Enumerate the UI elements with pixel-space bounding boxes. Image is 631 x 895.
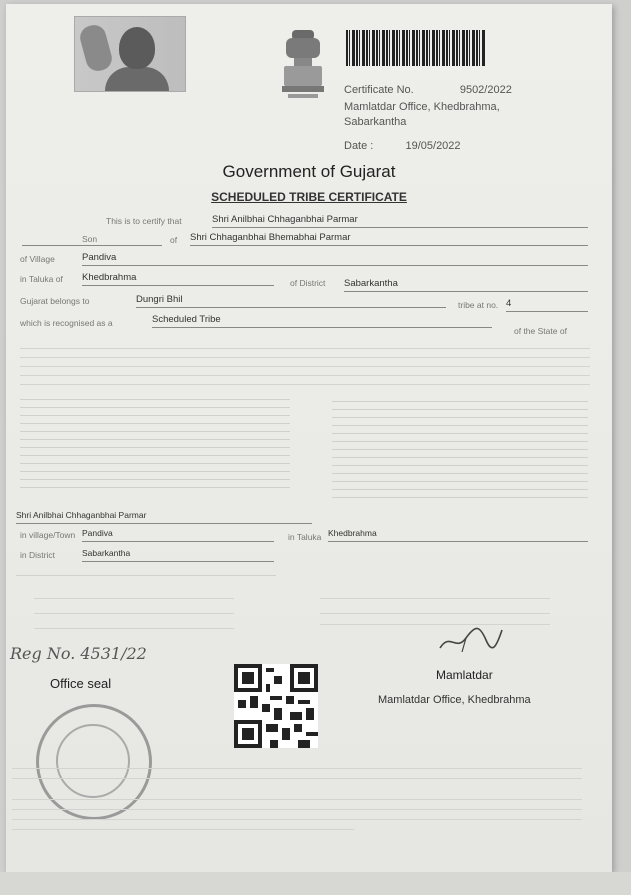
certify-text: This is to certify that bbox=[106, 216, 182, 226]
conditions-right bbox=[320, 592, 550, 625]
barcode bbox=[346, 30, 486, 66]
certificate-page bbox=[6, 4, 612, 872]
of-label: of bbox=[170, 235, 178, 245]
government-title: Government of Gujarat bbox=[222, 162, 396, 181]
office-line: Mamlatdar Office, Khedbrahma, bbox=[344, 101, 500, 113]
certificate-title: SCHEDULED TRIBE CERTIFICATE bbox=[211, 190, 407, 204]
father-name: Shri Chhaganbhai Bhemabhai Parmar bbox=[190, 232, 588, 246]
community-label: Gujarat belongs to bbox=[20, 296, 90, 306]
residence-district-label: in District bbox=[20, 550, 55, 560]
page-bottom-edge bbox=[0, 872, 631, 895]
orders-list-right bbox=[332, 396, 588, 500]
date-label: Date : bbox=[344, 140, 374, 152]
orders-text-block bbox=[20, 342, 590, 387]
residence-village-value: Pandiva bbox=[82, 528, 274, 542]
national-emblem-icon bbox=[278, 26, 328, 104]
residence-taluka-label: in Taluka bbox=[288, 532, 322, 542]
village-value: Pandiva bbox=[82, 252, 588, 266]
applicant-photo bbox=[74, 16, 186, 92]
residence-taluka-value: Khedbrahma bbox=[328, 528, 588, 542]
signatory-title: Mamlatdar bbox=[436, 668, 493, 682]
date-value: 19/05/2022 bbox=[405, 140, 461, 152]
resident-name: Shri Anilbhai Chhaganbhai Parmar bbox=[16, 510, 312, 524]
district-value: Sabarkantha bbox=[344, 278, 588, 292]
son-label: Son bbox=[82, 234, 98, 244]
signature-icon bbox=[436, 622, 506, 656]
residence-village-label: in village/Town bbox=[20, 530, 76, 540]
residence-note bbox=[16, 570, 276, 576]
qr-code bbox=[234, 664, 318, 748]
certificate-number-label: Certificate No. bbox=[344, 84, 414, 96]
taluka-value: Khedbrahma bbox=[82, 272, 274, 286]
conditions-left bbox=[34, 592, 234, 629]
signatory-office: Mamlatdar Office, Khedbrahma bbox=[378, 694, 531, 706]
tribe-label: tribe at no. bbox=[458, 300, 499, 310]
taluka-label: in Taluka of bbox=[20, 274, 63, 284]
hand-shape bbox=[77, 22, 114, 73]
face-shape bbox=[119, 27, 155, 69]
registration-number: Reg No. 4531/22 bbox=[10, 644, 147, 663]
orders-list-left bbox=[20, 394, 290, 490]
certificate-number-row bbox=[344, 84, 512, 96]
office-district: Sabarkantha bbox=[344, 116, 407, 128]
son-line bbox=[22, 232, 162, 246]
holder-name: Shri Anilbhai Chhaganbhai Parmar bbox=[212, 214, 588, 228]
certificate-number: 9502/2022 bbox=[459, 84, 512, 96]
state-label: of the State of bbox=[514, 326, 567, 336]
community-value: Dungri Bhil bbox=[136, 294, 446, 308]
tribe-number: 4 bbox=[506, 298, 588, 312]
recognised-label: which is recognised as a bbox=[20, 318, 113, 328]
footer-notes bbox=[12, 762, 582, 830]
office-seal-label: Office seal bbox=[50, 676, 112, 691]
residence-district-value: Sabarkantha bbox=[82, 548, 274, 562]
shoulder-shape bbox=[105, 67, 169, 91]
date-row bbox=[344, 140, 461, 152]
village-label: of Village bbox=[20, 254, 55, 264]
recognised-value: Scheduled Tribe bbox=[152, 314, 492, 328]
district-label: of District bbox=[290, 278, 326, 288]
